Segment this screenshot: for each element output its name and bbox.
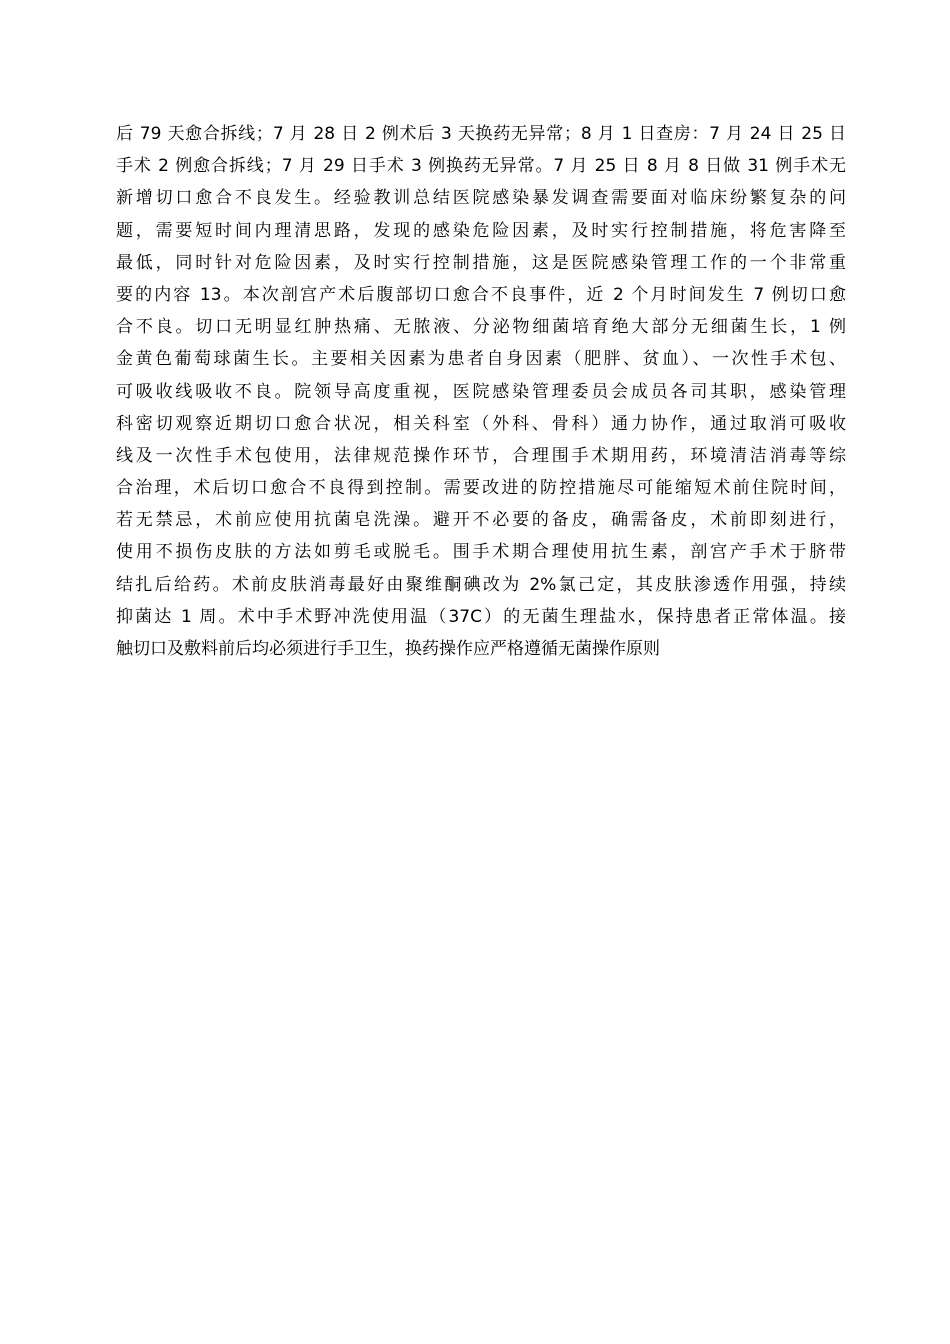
text-line: 手术 2 例愈合拆线；7 月 29 日手术 3 例换药无异常。7 月 25 日 8 月 8 日做 31 例手术无 [116, 156, 846, 177]
text-line: 合不良。切口无明显红肿热痛、无脓液、分泌物细菌培育绝大部分无细菌生长，1 例 [116, 317, 846, 338]
text-line: 题，需要短时间内理清思路，发现的感染危险因素，及时实行控制措施，将危害降至 [116, 220, 846, 241]
text-line: 抑菌达 1 周。术中手术野冲洗使用温（37C）的无菌生理盐水，保持患者正常体温。接 [116, 606, 846, 627]
text-line: 要的内容 13。本次剖宫产术后腹部切口愈合不良事件，近 2 个月时间发生 7 例切口愈 [116, 284, 846, 305]
text-line: 可吸收线吸收不良。院领导高度重视，医院感染管理委员会成员各司其职，感染管理 [116, 381, 846, 402]
text-line: 新增切口愈合不良发生。经验教训总结医院感染暴发调查需要面对临床纷繁复杂的问 [116, 188, 846, 209]
text-line: 触切口及敷料前后均必须进行手卫生，换药操作应严格遵循无菌操作原则 [116, 639, 660, 659]
text-line: 结扎后给药。术前皮肤消毒最好由聚维酮碘改为 2%氯己定，其皮肤渗透作用强，持续 [116, 574, 846, 595]
text-line: 科密切观察近期切口愈合状况，相关科室（外科、骨科）通力协作，通过取消可吸收 [116, 413, 846, 434]
text-line: 使用不损伤皮肤的方法如剪毛或脱毛。围手术期合理使用抗生素，剖宫产手术于脐带 [116, 542, 846, 563]
text-line: 金黄色葡萄球菌生长。主要相关因素为患者自身因素（肥胖、贫血）、一次性手术包、 [116, 349, 846, 370]
text-line: 合治理，术后切口愈合不良得到控制。需要改进的防控措施尽可能缩短术前住院时间， [116, 478, 846, 499]
text-line: 线及一次性手术包使用，法律规范操作环节，合理围手术期用药，环境清洁消毒等综 [116, 445, 846, 466]
text-line: 最低，同时针对危险因素，及时实行控制措施，这是医院感染管理工作的一个非常重 [116, 252, 846, 273]
body-text [116, 118, 846, 665]
text-line: 后 79 天愈合拆线；7 月 28 日 2 例术后 3 天换药无异常；8 月 1 日查房：7 月 24 日 25 日 [116, 124, 846, 144]
text-line: 若无禁忌，术前应使用抗菌皂洗澡。避开不必要的备皮，确需备皮，术前即刻进行， [116, 510, 846, 531]
